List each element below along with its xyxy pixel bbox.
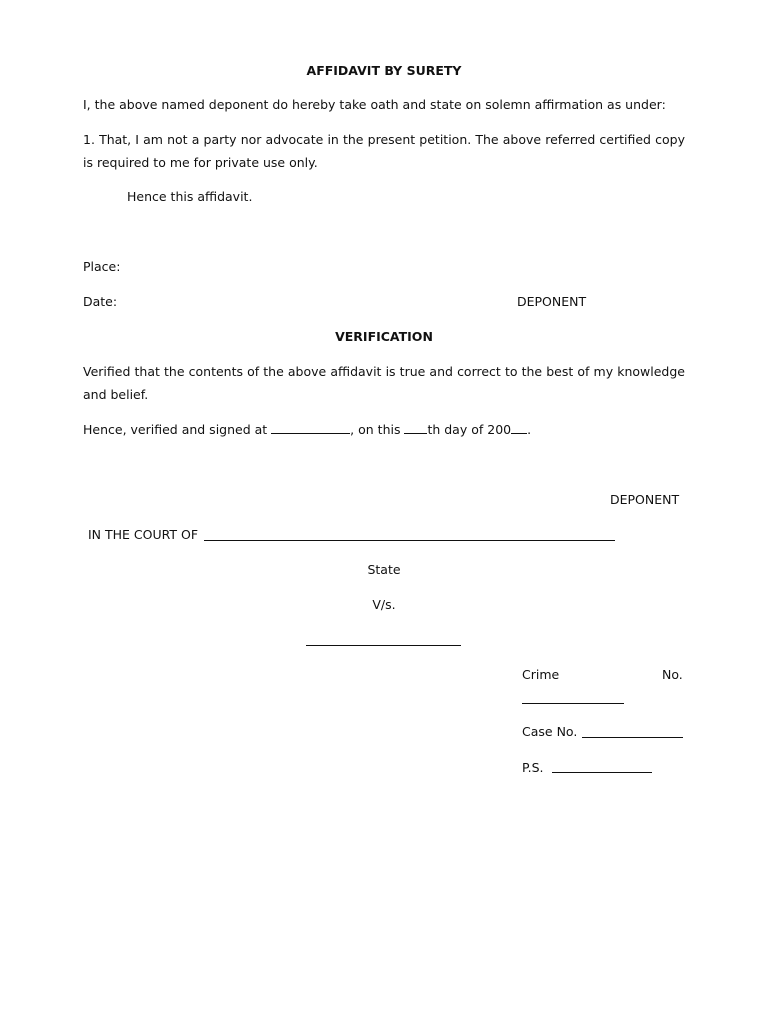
year-blank-line <box>511 432 527 434</box>
signed-text-part2: , on this <box>350 422 405 437</box>
signed-text-part1: Hence, verified and signed at <box>83 422 272 437</box>
verification-text: Verified that the contents of the above affidavit is true and correct to the best of my knowledge and belief. <box>83 364 685 402</box>
signed-text-part3: th day of 200 <box>427 422 512 437</box>
affidavit-title: AFFIDAVIT BY SURETY <box>306 63 462 78</box>
case-no-label: Case No. <box>522 724 578 739</box>
case-no-line <box>582 737 683 738</box>
date-label: Date: <box>83 294 118 309</box>
place-blank-line <box>271 432 350 434</box>
place-label: Place: <box>83 259 121 274</box>
ps-line <box>552 772 652 773</box>
point-1-statement: 1. That, I am not a party nor advocate in the present petition. The above referred certified copy is required to me for private use only. <box>83 132 685 170</box>
verification-title: VERIFICATION <box>335 329 433 344</box>
signed-text-part4: . <box>527 422 532 437</box>
ps-label: P.S. <box>522 760 544 775</box>
intro-statement: I, the above named deponent do hereby take oath and state on solemn affirmation as under: <box>83 97 666 112</box>
court-heading: IN THE COURT OF <box>88 527 199 542</box>
deponent-label: DEPONENT <box>517 294 587 309</box>
crime-label: Crime <box>522 667 560 682</box>
day-blank-line <box>404 432 427 434</box>
versus-label: V/s. <box>372 597 396 612</box>
state-label: State <box>367 562 401 577</box>
court-name-line <box>204 540 615 541</box>
verification-signed-line <box>83 422 531 437</box>
crime-no-label: No. <box>662 667 683 682</box>
respondent-line <box>306 645 461 646</box>
hence-statement: Hence this affidavit. <box>127 189 253 204</box>
crime-no-line <box>522 703 624 704</box>
verification-deponent-label: DEPONENT <box>610 492 680 507</box>
